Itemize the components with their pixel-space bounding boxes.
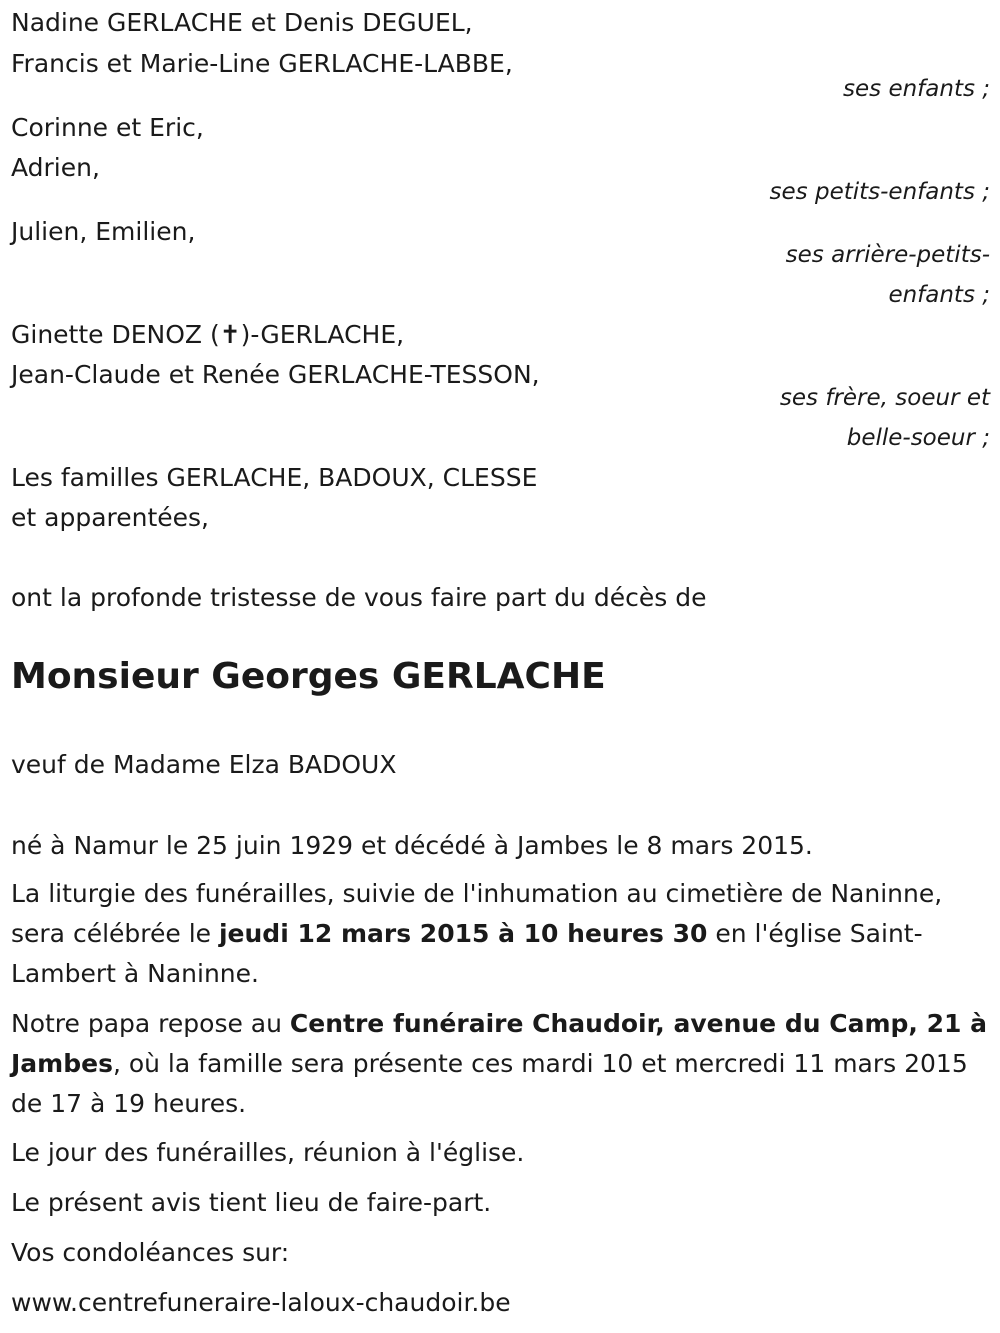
children-line-1: Nadine GERLACHE et Denis DEGUEL, [11,8,473,37]
grandchildren-line-1: Corinne et Eric, [11,113,204,142]
deceased-name: Monsieur Georges GERLACHE [11,656,606,697]
liturgy-paragraph [11,874,991,994]
condolences-link[interactable]: www.centrefuneraire-laloux-chaudoir.be [11,1288,511,1317]
widower-text: veuf de Madame Elza BADOUX [11,750,397,779]
greatgrandchildren-relation-2: enfants ; [888,282,990,308]
grandchildren-line-2: Adrien, [11,153,100,182]
greatgrandchildren-line: Julien, Emilien, [11,217,196,246]
announcement-text: ont la profonde tristesse de vous faire part du décès de [11,583,707,612]
funeral-day-text: Le jour des funérailles, réunion à l'église. [11,1138,525,1167]
liturgy-datetime: jeudi 12 mars 2015 à 10 heures 30 [218,919,708,948]
grandchildren-relation: ses petits-enfants ; [769,179,990,205]
condolences-label: Vos condoléances sur: [11,1238,290,1267]
rest-paragraph [11,1004,991,1124]
children-relation: ses enfants ; [843,76,990,102]
children-line-2: Francis et Marie-Line GERLACHE-LABBE, [11,49,513,78]
rest-intro: Notre papa repose au [11,1009,290,1038]
liturgy-intro: La liturgie des funérailles, suivie de l'inhumation au cimetière de Naninne, sera célébrée le [11,879,943,948]
greatgrandchildren-relation-1: ses arrière-petits- [785,242,990,268]
birth-death-text: né à Namur le 25 juin 1929 et décédé à Jambes le 8 mars 2015. [11,831,813,860]
liturgy-place: en l'église Saint-Lambert à Naninne. [11,919,923,988]
siblings-relation-1: ses frère, soeur et [779,385,990,411]
families-line-1: Les familles GERLACHE, BADOUX, CLESSE [11,463,538,492]
siblings-relation-2: belle-soeur ; [846,425,990,451]
siblings-line-1: Ginette DENOZ (✝)-GERLACHE, [11,320,405,349]
condolences-url-line [11,1286,511,1320]
siblings-line-2: Jean-Claude et Renée GERLACHE-TESSON, [11,360,540,389]
families-line-2: et apparentées, [11,503,209,532]
rest-location: Centre funéraire Chaudoir, avenue du Camp, 21 à Jambes [11,1009,987,1078]
rest-details: , où la famille sera présente ces mardi 10 et mercredi 11 mars 2015 de 17 à 19 heures. [11,1049,968,1118]
notice-text: Le présent avis tient lieu de faire-part. [11,1188,492,1217]
